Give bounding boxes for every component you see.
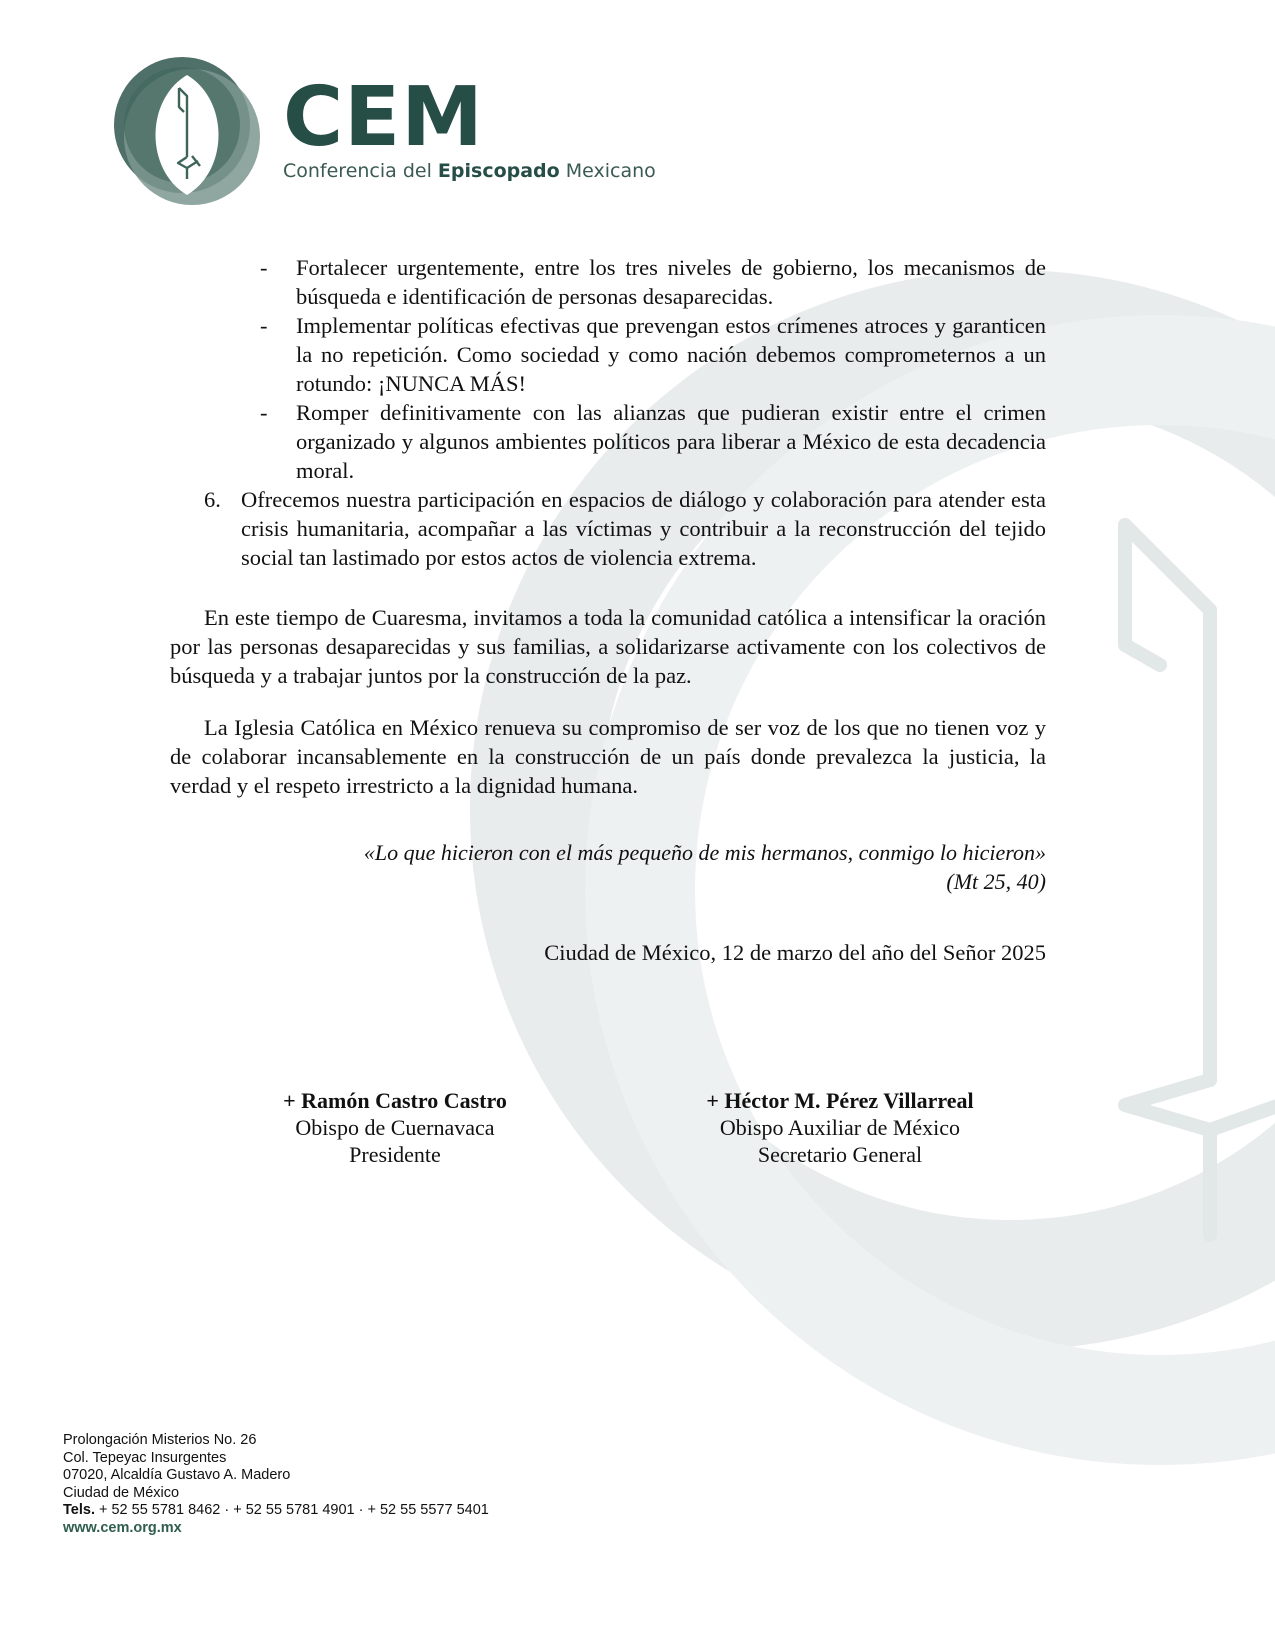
footer-contact bbox=[63, 1432, 489, 1537]
numbered-item bbox=[170, 485, 1046, 572]
scripture-quote bbox=[364, 838, 1046, 896]
address-line: Ciudad de México bbox=[63, 1484, 180, 1501]
signatory-role: Secretario General bbox=[757, 1142, 923, 1167]
bullet-marker: - bbox=[260, 313, 268, 338]
signatory-title: Obispo de Cuernavaca bbox=[295, 1115, 495, 1140]
cem-emblem-icon bbox=[110, 55, 265, 205]
logo-organization-name: Conferencia del Episcopado Mexicano bbox=[283, 160, 656, 182]
bullet-item bbox=[170, 311, 1046, 398]
address-line: 07020, Alcaldía Gustavo A. Madero bbox=[63, 1467, 291, 1483]
numbered-item-text: Ofrecemos nuestra participación en espacios de diálogo y colaboración para atender esta crisis humanitaria, acompañar a las víctimas y contribuir a la reconstrucción del tejido social tan lastimado por estos actos de violencia extrema. bbox=[241, 487, 1046, 570]
address-line: Prolongación Misterios No. 26 bbox=[63, 1432, 257, 1448]
signature-block-secretary bbox=[680, 1087, 1000, 1168]
bullet-text: Fortalecer urgentemente, entre los tres niveles de gobierno, los mecanismos de búsqueda e identificación de personas desaparecidas. bbox=[296, 255, 1046, 309]
signatory-role: Presidente bbox=[349, 1142, 441, 1167]
letter-body bbox=[170, 253, 1046, 822]
paragraph-lent-invitation: En este tiempo de Cuaresma, invitamos a toda la comunidad católica a intensificar la oración por las personas desaparecidas y sus familias, a solidarizarse activamente con los colectivos de búsqueda y a trabajar juntos por la construcción de la paz. bbox=[170, 605, 1046, 688]
phone-numbers: Tels. + 52 55 5781 8462 · + 52 55 5781 4901 · + 52 55 5577 5401 bbox=[63, 1502, 489, 1518]
bullet-item bbox=[170, 253, 1046, 311]
bullet-marker: - bbox=[260, 400, 268, 425]
item-number: 6. bbox=[204, 487, 221, 512]
quote-text: «Lo que hicieron con el más pequeño de mis hermanos, conmigo lo hicieron» bbox=[363, 840, 1046, 865]
signatory-name: + Ramón Castro Castro bbox=[283, 1088, 507, 1113]
bullet-marker: - bbox=[260, 255, 268, 280]
cem-logo bbox=[110, 55, 656, 205]
signatory-name: + Héctor M. Pérez Villarreal bbox=[706, 1088, 974, 1113]
logo-acronym: CEM bbox=[283, 70, 484, 165]
quote-citation: (Mt 25, 40) bbox=[946, 869, 1046, 894]
address-line: Col. Tepeyac Insurgentes bbox=[63, 1449, 227, 1466]
paragraph-church-commitment: La Iglesia Católica en México renueva su compromiso de ser voz de los que no tienen voz y de colaborar incansablemente en la construcción de un país donde prevalezca la justicia, la verdad y el respeto irrestricto a la dignidad humana. bbox=[170, 714, 1046, 798]
bullet-item bbox=[170, 398, 1046, 485]
place-date: Ciudad de México, 12 de marzo del año del Señor 2025 bbox=[544, 940, 1046, 965]
bullet-text: Romper definitivamente con las alianzas que pudieran existir entre el crimen organizado y algunos ambientes políticos para liberar a México de esta decadencia moral. bbox=[296, 400, 1046, 483]
signature-block-president bbox=[270, 1087, 520, 1168]
signatory-title: Obispo Auxiliar de México bbox=[719, 1115, 961, 1140]
bullet-text: Implementar políticas efectivas que prevengan estos crímenes atroces y garanticen la no repetición. Como sociedad y como nación debemos comprometernos a un rotundo: ¡NUNCA MÁS! bbox=[296, 313, 1046, 396]
website-link[interactable]: www.cem.org.mx bbox=[63, 1519, 182, 1536]
phones-label: Tels. bbox=[63, 1502, 95, 1518]
